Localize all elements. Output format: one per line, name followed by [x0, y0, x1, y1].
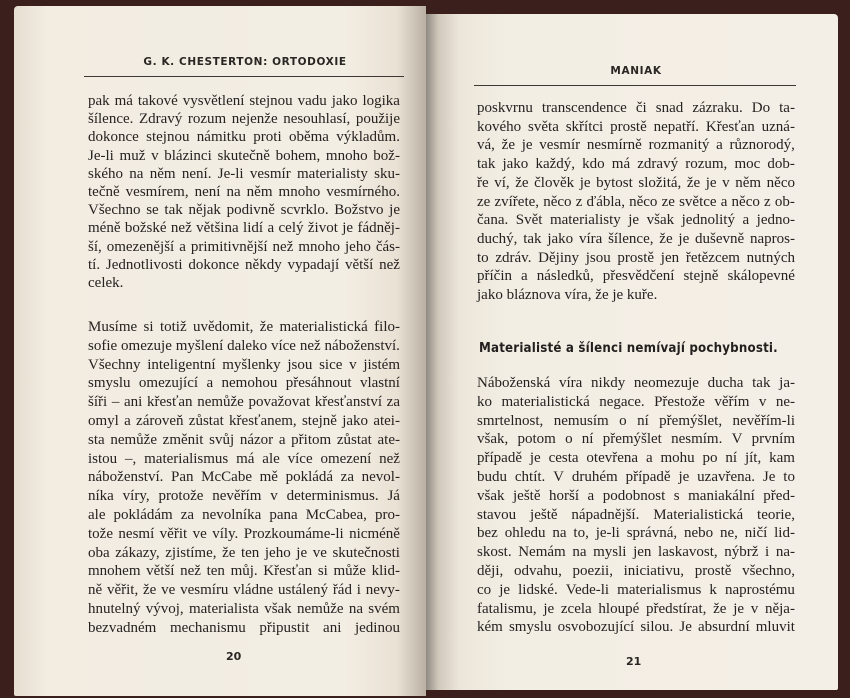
- text-line: poskvrnu transcendence či snad zázraku. Do ta-: [477, 100, 795, 116]
- left-header-rule: [84, 76, 404, 77]
- text-line: fatalismu, je zcela hloupé předstírat, že je v něja-: [477, 600, 795, 617]
- text-line: příčin a následků, přesvědčení stejně skálopevné: [477, 268, 795, 285]
- text-line: ze zvířete, něco z ďábla, něco ze světce a něco z ob-: [477, 193, 795, 210]
- text-line: celek.: [88, 275, 124, 292]
- right-running-head: MANIAK: [610, 65, 662, 77]
- text-line: tak jako každý, kdo má zdravý rozum, moc dob-: [477, 156, 795, 173]
- text-line: Je-li muž v blázinci skutečně bohem, mnoho bož-: [88, 147, 400, 164]
- text-line: Všechny inteligentní myšlenky jsou sice v jistém: [88, 356, 400, 373]
- text-line: ského na něm není. Je-li vesmír materialisty sku-: [88, 165, 400, 182]
- right-header-rule: [474, 85, 796, 86]
- left-running-head: G. K. CHESTERTON: ORTODOXIE: [143, 56, 347, 68]
- text-line: mnohem větší než ten můj. Křesťan si může klid-: [88, 563, 400, 580]
- text-line: sta nemůže změnit svůj názor a přitom zůstat ate-: [88, 431, 400, 448]
- text-line: istou –, materialismus má ale více omezení než: [88, 450, 400, 467]
- text-line: však, potom o ní přemýšlet nesmím. V prvním: [477, 431, 795, 448]
- text-line: stavou ještě nápadnější. Materialistická teorie,: [477, 506, 795, 523]
- left-paragraph-1: [88, 92, 400, 292]
- text-line: ko materialistická negace. Přestože věřím v ne-: [477, 393, 795, 410]
- text-line: smrtelnost, nemusím o ní přemýšlet, nevěřím-li: [477, 412, 795, 429]
- text-line: Náboženská víra nikdy neomezuje ducha tak ja-: [477, 375, 795, 391]
- text-line: to zdráv. Dějiny jsou prostě jen řetězcem nutných: [477, 249, 795, 266]
- text-line: pak má takové vysvětlení stejnou vadu jako logika: [88, 93, 400, 109]
- text-line: náboženství. Pan McCabe mě pokládá za nevol-: [88, 469, 400, 486]
- text-line: případě je cesta otevřena a mohu po ní jít, kam: [477, 450, 795, 467]
- text-line: smyslu omezující a nemohou přesáhnout vlastní: [88, 375, 400, 392]
- text-line: ře ví, že člověk je bytost složitá, že je v něm něco: [477, 174, 795, 191]
- text-line: kového světa skřítci prostě nepatří. Křesťan uzná-: [477, 118, 795, 135]
- text-line: skost. Nemám na mysli jen laskavost, nýbrž i na-: [477, 544, 795, 561]
- text-line: tože nesmí věřit ve víly. Prozkoumáme-li nicméně: [88, 525, 400, 542]
- text-line: oba zákazy, zjistíme, že ten jeho je ve skutečnosti: [88, 544, 400, 561]
- text-line: co je lidské. Vede-li materialismus k naprostému: [477, 581, 795, 598]
- text-line: Musíme si totiž uvědomit, že materialistická filo-: [88, 319, 400, 335]
- text-line: Všechno se tak nějak podivně scvrklo. Božstvo je: [88, 202, 400, 219]
- text-line: bez ohledu na to, je-li správná, nebo ne, ničí lid-: [477, 525, 795, 542]
- text-line: dokonce stejnou námitku proti oběma výkladům.: [88, 129, 400, 146]
- text-line: omyl a zároveň zůstat křesťanem, stejně jako atei-: [88, 412, 400, 429]
- text-line: budu chtít. V druhém případě je uzavřena. Je to: [477, 468, 795, 485]
- text-line: tí. Jednotlivosti dokonce někdy vypadají větší než: [88, 256, 400, 273]
- text-line: duchý, tak jako víra šílence, že je duševně napros-: [477, 230, 795, 247]
- text-line: však ještě horší a podobnost s maniakální před-: [477, 487, 795, 504]
- text-line: bezvadném mechanismu připustit ani jedinou: [88, 619, 400, 636]
- text-line: kém smyslu osvobozující silou. Je absurdní mluvit: [477, 619, 795, 636]
- text-line: jako bláznova víra, že je kuře.: [477, 287, 658, 304]
- left-page-number: 20: [226, 650, 242, 663]
- text-line: sofie omezuje myšlení daleko více než náboženství.: [88, 337, 400, 354]
- right-paragraph-1: [477, 99, 795, 305]
- left-paragraph-2: [88, 318, 400, 638]
- section-heading: Materialisté a šílenci nemívají pochybnosti.: [479, 340, 778, 356]
- right-page-number: 21: [626, 655, 642, 668]
- text-line: šíři – ani křesťan nemůže považovat křesťanství za: [88, 394, 400, 411]
- text-line: méně božské než většina lidí a celý život je fádněj-: [88, 220, 400, 237]
- text-line: ději, odvahu, poezii, iniciativu, prostě všechno,: [477, 562, 795, 579]
- text-line: čana. Svět materialisty je však jednolitý a jedno-: [477, 212, 795, 229]
- text-line: níka víry, protože nevěřím v determinismus. Já: [88, 488, 400, 505]
- text-line: ší, omezenější a primitivnější než mnoho jeho čás-: [88, 238, 400, 255]
- text-line: tečně vesmírem, není na něm mnoho vesmírného.: [88, 184, 400, 201]
- right-paragraph-2: [477, 374, 795, 637]
- text-line: vá, že je vesmír nesmírně rozmanitý a různorodý,: [477, 137, 795, 154]
- text-line: hnutelný vývoj, materialista však nemůže na svém: [88, 600, 400, 617]
- text-line: šílence. Zdravý rozum nejenže nesouhlasí, použije: [88, 111, 400, 128]
- text-line: ale pokládám za nevolníka pana McCabea, pro-: [88, 506, 400, 523]
- text-line: ně věřit, že ve vesmíru vládne ustálený řád i nevy-: [88, 582, 400, 599]
